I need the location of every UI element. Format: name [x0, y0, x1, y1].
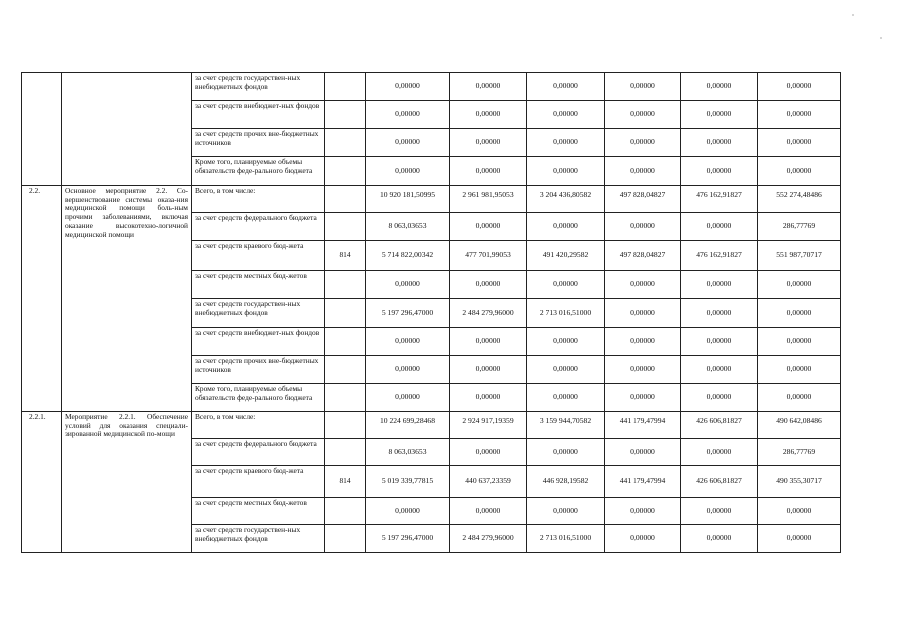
amount-cell: 0,00000 [450, 271, 527, 299]
scan-speck [852, 14, 854, 16]
amount-cell: 0,00000 [758, 101, 841, 129]
amount-cell: 0,00000 [527, 328, 605, 356]
table-row [22, 186, 841, 213]
amount-cell: 10 224 699,28468 [366, 412, 450, 439]
amount-cell: 0,00000 [366, 328, 450, 356]
amount-cell: 0,00000 [758, 157, 841, 186]
item-description-cell: Мероприятие 2.2.1. Обеспечение условий для оказания специали-зированной медицинской по-мощи [62, 412, 192, 553]
amount-cell: 286,77769 [758, 213, 841, 241]
funding-source-cell: Всего, в том числе: [192, 186, 325, 213]
amount-cell: 491 420,29582 [527, 241, 605, 271]
amount-cell: 0,00000 [758, 384, 841, 412]
amount-cell: 0,00000 [450, 101, 527, 129]
funding-source-cell: Всего, в том числе: [192, 412, 325, 439]
amount-cell: 0,00000 [527, 271, 605, 299]
funding-source-cell: за счет средств краевого бюд-жета [192, 466, 325, 498]
item-description-cell [62, 73, 192, 186]
amount-cell: 0,00000 [605, 129, 681, 157]
amount-cell: 0,00000 [681, 271, 758, 299]
amount-cell: 0,00000 [527, 73, 605, 101]
funding-source-cell: за счет средств государствен-ных внебюджетных фондов [192, 299, 325, 328]
amount-cell: 5 197 296,47000 [366, 299, 450, 328]
amount-cell: 0,00000 [605, 384, 681, 412]
budget-code-cell [325, 213, 366, 241]
amount-cell: 552 274,48486 [758, 186, 841, 213]
amount-cell: 0,00000 [527, 439, 605, 466]
amount-cell: 0,00000 [527, 213, 605, 241]
amount-cell: 0,00000 [681, 498, 758, 525]
amount-cell: 490 355,30717 [758, 466, 841, 498]
scan-speck [880, 37, 882, 39]
amount-cell: 0,00000 [366, 498, 450, 525]
amount-cell: 0,00000 [758, 356, 841, 384]
amount-cell: 2 924 917,19359 [450, 412, 527, 439]
amount-cell: 0,00000 [605, 328, 681, 356]
amount-cell: 0,00000 [681, 73, 758, 101]
amount-cell: 0,00000 [366, 271, 450, 299]
budget-code-cell [325, 384, 366, 412]
amount-cell: 0,00000 [450, 157, 527, 186]
amount-cell: 441 179,47994 [605, 412, 681, 439]
budget-code-cell [325, 73, 366, 101]
amount-cell: 0,00000 [366, 101, 450, 129]
funding-source-cell: за счет средств прочих вне-бюджетных источников [192, 356, 325, 384]
amount-cell: 446 928,19582 [527, 466, 605, 498]
amount-cell: 0,00000 [605, 299, 681, 328]
amount-cell: 0,00000 [605, 73, 681, 101]
table-row [22, 73, 841, 101]
amount-cell: 8 063,03653 [366, 439, 450, 466]
amount-cell: 0,00000 [681, 299, 758, 328]
item-index-cell: 2.2. [22, 186, 62, 412]
amount-cell: 0,00000 [450, 129, 527, 157]
amount-cell: 0,00000 [681, 439, 758, 466]
budget-code-cell [325, 129, 366, 157]
amount-cell: 8 063,03653 [366, 213, 450, 241]
amount-cell: 476 162,91827 [681, 241, 758, 271]
amount-cell: 0,00000 [758, 525, 841, 553]
amount-cell: 0,00000 [605, 439, 681, 466]
amount-cell: 0,00000 [527, 129, 605, 157]
amount-cell: 0,00000 [366, 129, 450, 157]
amount-cell: 497 828,04827 [605, 241, 681, 271]
amount-cell: 426 606,81827 [681, 412, 758, 439]
amount-cell: 5 197 296,47000 [366, 525, 450, 553]
amount-cell: 0,00000 [527, 498, 605, 525]
table-row [22, 412, 841, 439]
budget-code-cell [325, 525, 366, 553]
amount-cell: 440 637,23359 [450, 466, 527, 498]
item-description-cell: Основное мероприятие 2.2. Со-вершенствование системы оказа-ния медицинской помощи боль-ным прочими заболеваниями, включая оказание высокотехно-логичной медицинской помощи [62, 186, 192, 412]
amount-cell: 0,00000 [681, 101, 758, 129]
funding-source-cell: Кроме того, планируемые объемы обязательств феде-рального бюджета [192, 384, 325, 412]
amount-cell: 0,00000 [450, 213, 527, 241]
amount-cell: 2 484 279,96000 [450, 299, 527, 328]
amount-cell: 0,00000 [758, 129, 841, 157]
funding-source-cell: за счет средств федерального бюджета [192, 213, 325, 241]
amount-cell: 3 159 944,70582 [527, 412, 605, 439]
amount-cell: 0,00000 [681, 384, 758, 412]
budget-code-cell [325, 328, 366, 356]
amount-cell: 0,00000 [527, 356, 605, 384]
amount-cell: 0,00000 [681, 525, 758, 553]
budget-table [21, 72, 841, 553]
amount-cell: 0,00000 [681, 356, 758, 384]
amount-cell: 2 713 016,51000 [527, 525, 605, 553]
amount-cell: 0,00000 [758, 73, 841, 101]
budget-code-cell [325, 412, 366, 439]
amount-cell: 490 642,08486 [758, 412, 841, 439]
amount-cell: 0,00000 [366, 384, 450, 412]
budget-code-cell [325, 157, 366, 186]
amount-cell: 0,00000 [758, 498, 841, 525]
amount-cell: 3 204 436,80582 [527, 186, 605, 213]
amount-cell: 0,00000 [450, 498, 527, 525]
amount-cell: 0,00000 [366, 157, 450, 186]
amount-cell: 551 987,70717 [758, 241, 841, 271]
amount-cell: 0,00000 [527, 384, 605, 412]
amount-cell: 0,00000 [605, 101, 681, 129]
amount-cell: 0,00000 [681, 129, 758, 157]
amount-cell: 0,00000 [681, 328, 758, 356]
amount-cell: 0,00000 [681, 213, 758, 241]
amount-cell: 2 484 279,96000 [450, 525, 527, 553]
amount-cell: 0,00000 [450, 356, 527, 384]
amount-cell: 0,00000 [605, 525, 681, 553]
budget-code-cell [325, 271, 366, 299]
amount-cell: 2 713 016,51000 [527, 299, 605, 328]
amount-cell: 0,00000 [758, 328, 841, 356]
budget-code-cell: 814 [325, 241, 366, 271]
amount-cell: 0,00000 [605, 157, 681, 186]
amount-cell: 5 714 822,00342 [366, 241, 450, 271]
amount-cell: 2 961 981,95053 [450, 186, 527, 213]
budget-code-cell [325, 439, 366, 466]
amount-cell: 477 701,99053 [450, 241, 527, 271]
amount-cell: 497 828,04827 [605, 186, 681, 213]
amount-cell: 441 179,47994 [605, 466, 681, 498]
amount-cell: 0,00000 [450, 73, 527, 101]
amount-cell: 0,00000 [758, 299, 841, 328]
amount-cell: 0,00000 [450, 384, 527, 412]
budget-code-cell [325, 356, 366, 384]
budget-code-cell [325, 101, 366, 129]
amount-cell: 0,00000 [605, 213, 681, 241]
funding-source-cell: за счет средств государствен-ных внебюджетных фондов [192, 525, 325, 553]
amount-cell: 0,00000 [527, 101, 605, 129]
amount-cell: 0,00000 [681, 157, 758, 186]
funding-source-cell: за счет средств краевого бюд-жета [192, 241, 325, 271]
budget-code-cell [325, 186, 366, 213]
funding-source-cell: за счет средств местных бюд-жетов [192, 498, 325, 525]
funding-source-cell: за счет средств внебюджет-ных фондов [192, 328, 325, 356]
amount-cell: 0,00000 [758, 271, 841, 299]
amount-cell: 0,00000 [605, 356, 681, 384]
amount-cell: 286,77769 [758, 439, 841, 466]
budget-code-cell: 814 [325, 466, 366, 498]
item-index-cell [22, 73, 62, 186]
budget-code-cell [325, 299, 366, 328]
funding-source-cell: за счет средств местных бюд-жетов [192, 271, 325, 299]
amount-cell: 426 606,81827 [681, 466, 758, 498]
item-index-cell: 2.2.1. [22, 412, 62, 553]
funding-source-cell: Кроме того, планируемые объемы обязательств феде-рального бюджета [192, 157, 325, 186]
budget-code-cell [325, 498, 366, 525]
amount-cell: 0,00000 [366, 356, 450, 384]
amount-cell: 476 162,91827 [681, 186, 758, 213]
funding-source-cell: за счет средств внебюджет-ных фондов [192, 101, 325, 129]
funding-source-cell: за счет средств федерального бюджета [192, 439, 325, 466]
amount-cell: 0,00000 [605, 498, 681, 525]
amount-cell: 5 019 339,77815 [366, 466, 450, 498]
amount-cell: 0,00000 [605, 271, 681, 299]
amount-cell: 0,00000 [366, 73, 450, 101]
amount-cell: 0,00000 [450, 439, 527, 466]
amount-cell: 0,00000 [527, 157, 605, 186]
amount-cell: 10 920 181,50995 [366, 186, 450, 213]
amount-cell: 0,00000 [450, 328, 527, 356]
funding-source-cell: за счет средств государствен-ных внебюджетных фондов [192, 73, 325, 101]
funding-source-cell: за счет средств прочих вне-бюджетных источников [192, 129, 325, 157]
